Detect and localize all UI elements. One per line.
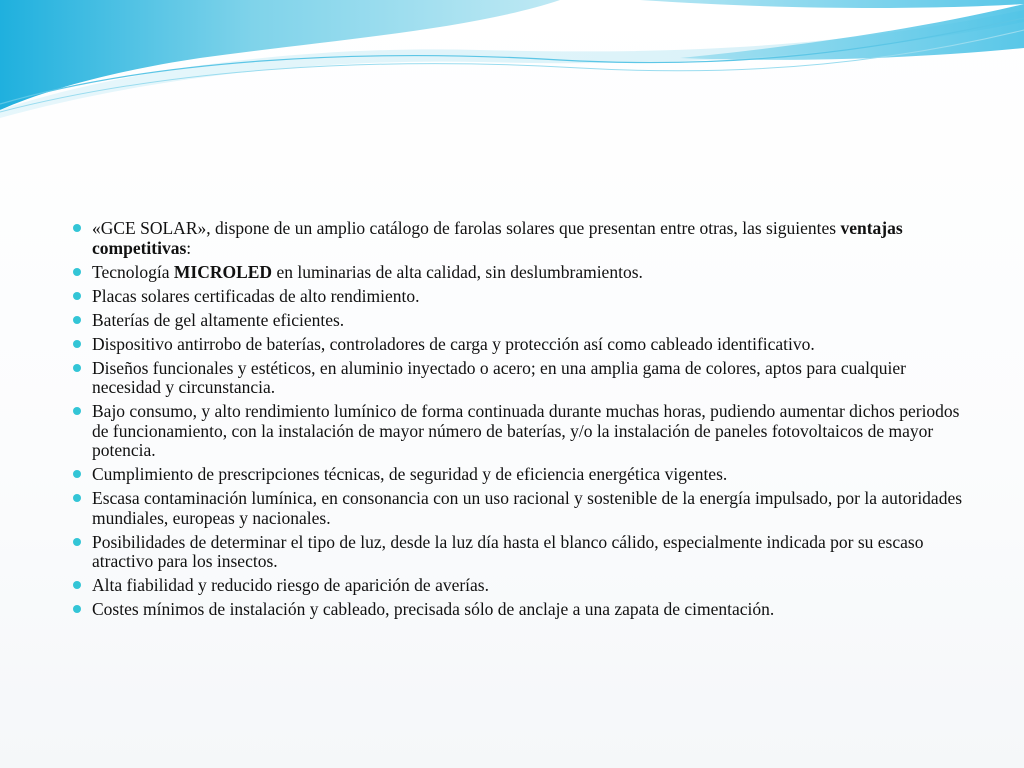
bullet-dot-icon bbox=[73, 268, 81, 276]
text-segment: Baterías de gel altamente eficientes. bbox=[92, 309, 345, 330]
bullet-dot-icon bbox=[73, 340, 81, 348]
text-segment: Bajo consumo, y alto rendimiento lumínico de forma continuada durante muchas horas, pudiendo aumentar dichos periodos de funcionamiento, con la instalación de mayor número de baterías, y/o la instalación de paneles fotovoltaicos de mayor potencia. bbox=[92, 401, 960, 460]
list-item-text bbox=[92, 599, 774, 619]
bullet-dot-icon bbox=[73, 224, 81, 232]
bold-segment: ventajas competitivas bbox=[92, 218, 903, 258]
text-segment: en luminarias de alta calidad, sin deslumbramientos. bbox=[272, 261, 643, 282]
list-item-text bbox=[92, 575, 489, 595]
list-item bbox=[73, 335, 963, 355]
list-item-text bbox=[92, 358, 906, 398]
text-segment: Posibilidades de determinar el tipo de luz, desde la luz día hasta el blanco cálido, especialmente indicada por su escaso atractivo para los insectos. bbox=[92, 531, 924, 571]
list-item-text bbox=[92, 262, 643, 282]
bullet-dot-icon bbox=[73, 407, 81, 415]
list-item bbox=[73, 576, 963, 596]
header-wave-decoration bbox=[0, 0, 1024, 130]
list-item-text bbox=[92, 488, 962, 528]
list-item-text bbox=[92, 334, 815, 354]
list-item-text bbox=[92, 286, 420, 306]
list-item bbox=[73, 465, 963, 485]
text-segment: Cumplimiento de prescripciones técnicas, de seguridad y de eficiencia energética vigentes. bbox=[92, 464, 728, 484]
list-item-text bbox=[92, 401, 960, 460]
bold-segment: MICROLED bbox=[173, 261, 273, 282]
text-segment: Placas solares certificadas de alto rendimiento. bbox=[92, 285, 420, 306]
bullet-dot-icon bbox=[73, 292, 81, 300]
bullet-dot-icon bbox=[73, 538, 81, 546]
bullet-dot-icon bbox=[73, 581, 81, 589]
list-item bbox=[73, 402, 963, 461]
bullet-dot-icon bbox=[73, 470, 81, 478]
text-segment: Dispositivo antirrobo de baterías, controladores de carga y protección así como cableado identificativo. bbox=[92, 333, 815, 354]
list-item bbox=[73, 219, 963, 258]
list-item-text bbox=[92, 218, 903, 258]
text-segment: Diseños funcionales y estéticos, en aluminio inyectado o acero; en una amplia gama de colores, aptos para cualquier necesidad y circunstancia. bbox=[92, 357, 906, 397]
text-segment: Tecnología bbox=[92, 261, 174, 282]
text-segment: «GCE SOLAR», dispone de un amplio catálogo de farolas solares que presentan entre otras, las siguientes bbox=[92, 218, 841, 238]
text-segment: : bbox=[186, 237, 192, 258]
list-item bbox=[73, 489, 963, 528]
list-item-text bbox=[92, 464, 727, 484]
bullet-dot-icon bbox=[73, 364, 81, 372]
bullet-list bbox=[73, 219, 963, 624]
list-item-text bbox=[92, 532, 923, 572]
list-item bbox=[73, 311, 963, 331]
list-item bbox=[73, 600, 963, 620]
list-item bbox=[73, 287, 963, 307]
bullet-dot-icon bbox=[73, 605, 81, 613]
list-item-text bbox=[92, 310, 344, 330]
list-item bbox=[73, 533, 963, 572]
bullet-dot-icon bbox=[73, 494, 81, 502]
text-segment: Costes mínimos de instalación y cableado, precisada sólo de anclaje a una zapata de cimentación. bbox=[92, 599, 775, 619]
list-item bbox=[73, 263, 963, 283]
bullet-dot-icon bbox=[73, 316, 81, 324]
text-segment: Alta fiabilidad y reducido riesgo de aparición de averías. bbox=[92, 575, 489, 595]
text-segment: Escasa contaminación lumínica, en consonancia con un uso racional y sostenible de la energía impulsado, por la autoridades mundiales, europeas y nacionales. bbox=[92, 488, 963, 528]
list-item bbox=[73, 359, 963, 398]
